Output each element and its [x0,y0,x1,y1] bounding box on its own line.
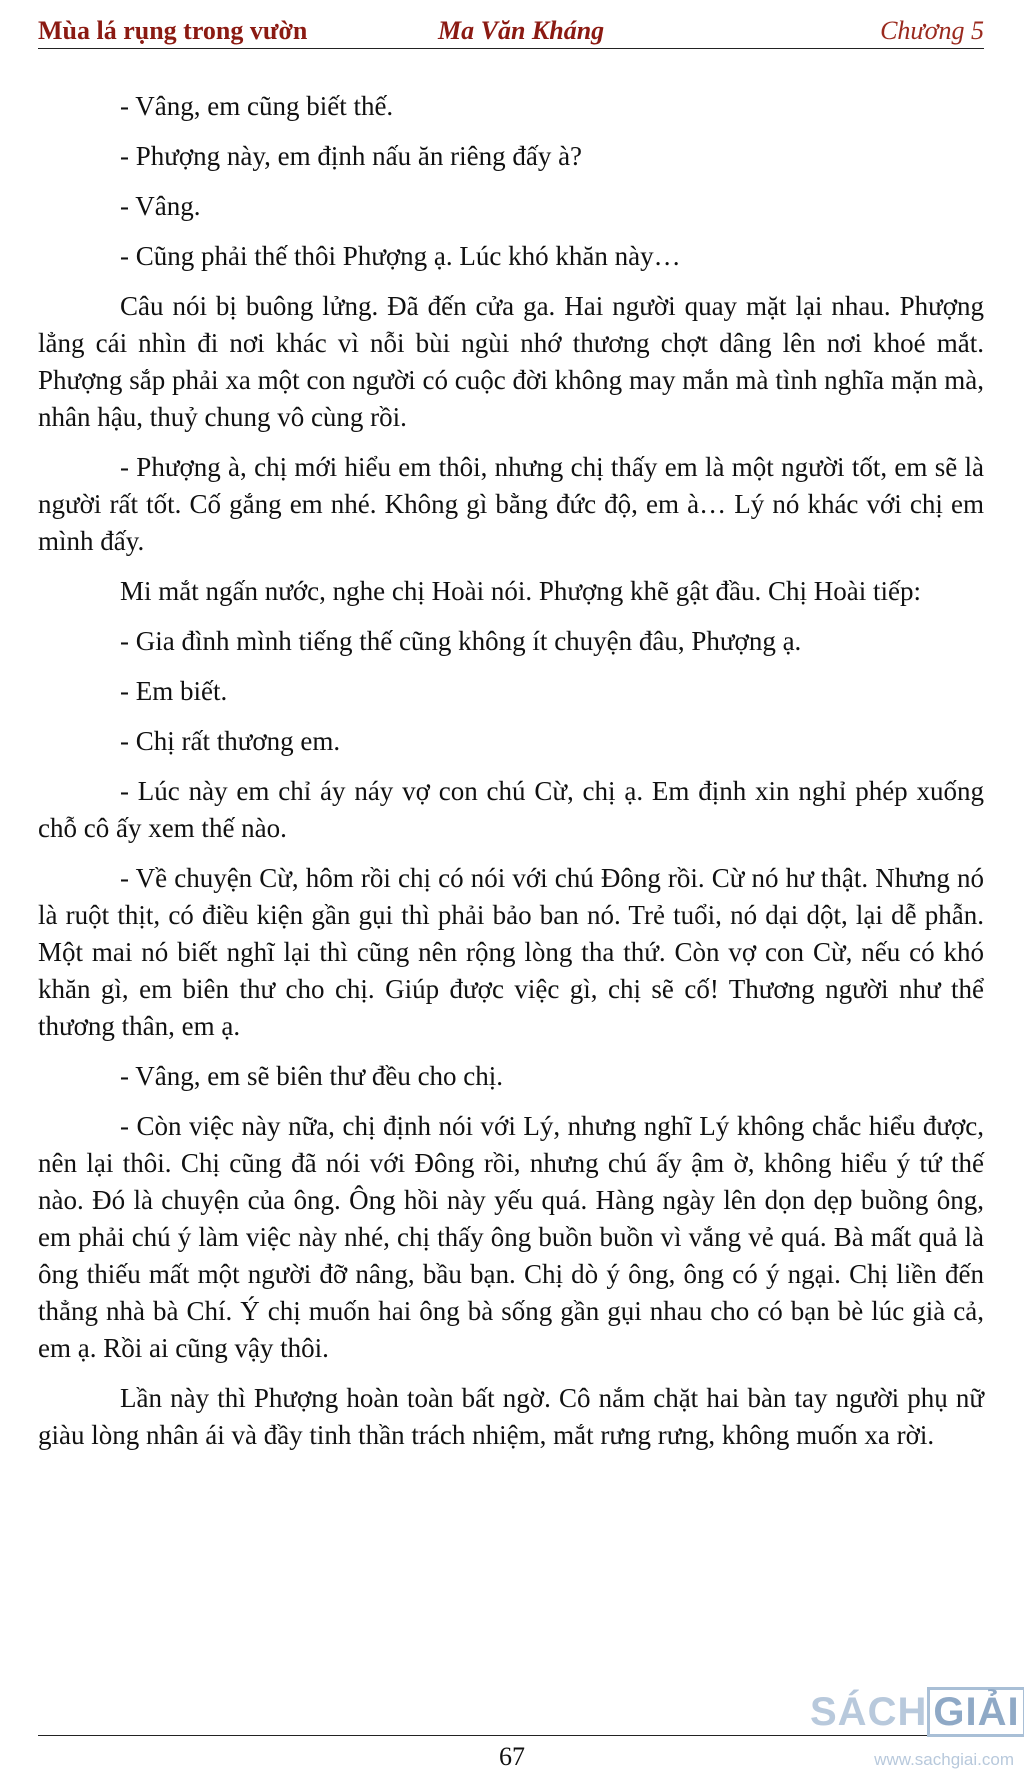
paragraph: - Cũng phải thế thôi Phượng ạ. Lúc khó khăn này… [120,241,681,271]
author-name: Ma Văn Kháng [438,16,605,45]
paragraph: - Em biết. [120,676,228,706]
chapter-label: Chương 5 [880,16,984,45]
paragraph: - Phượng à, chị mới hiểu em thôi, nhưng chị thấy em là một người tốt, em sẽ là người rất tốt. Cố gắng em nhé. Không gì bằng đức độ, em à… Lý nó khác với chị em mình đấy. [38,452,984,556]
paragraph: - Chị rất thương em. [120,726,341,756]
watermark-url: www.sachgiai.com [874,1750,1014,1769]
watermark-logo [810,1690,1020,1782]
paragraph: - Về chuyện Cừ, hôm rồi chị có nói với chú Đông rồi. Cừ nó hư thật. Nhưng nó là ruột thịt, có điều kiện gần gụi thì phải bảo ban nó. Trẻ tuổi, nó dại dột, lại dễ phẫn. Một mai nó biết nghĩ lại thì cũng nên rộng lòng tha thứ. Còn vợ con Cừ, nếu có khó khăn gì, em biên thư cho chị. Giúp được việc gì, chị sẽ cố! Thương người như thể thương thân, em ạ. [38,863,984,1041]
page-number: 67 [499,1742,525,1771]
paragraph: Câu nói bị buông lửng. Đã đến cửa ga. Hai người quay mặt lại nhau. Phượng lẳng cái nhìn đi nơi khác vì nỗi bùi ngùi nhớ thương chợt dâng lên nơi khoé mắt. Phượng sắp phải xa một con người có cuộc đời không may mắn mà tình nghĩa mặn mà, nhân hậu, thuỷ chung vô cùng rồi. [38,291,984,432]
paragraph: - Còn việc này nữa, chị định nói với Lý, nhưng nghĩ Lý không chắc hiểu được, nên lại thôi. Chị cũng đã nói với Đông rồi, nhưng chú ấy ậm ờ, không hiểu ý tứ thế nào. Đó là chuyện của ông. Ông hồi này yếu quá. Hàng ngày lên dọn dẹp buồng ông, em phải chú ý làm việc này nhé, chị thấy ông buồn buồn vì vắng vẻ quá. Bà mất quả là ông thiếu mất một người đỡ nâng, bầu bạn. Chị dò ý ông, ông có ý ngại. Chị liền đến thẳng nhà bà Chí. Ý chị muốn hai ông bà sống gần gụi nhau cho có bạn bè lúc già cả, em ạ. Rồi ai cũng vậy thôi. [38,1111,984,1363]
page-body [38,88,984,1467]
paragraph: - Phượng này, em định nấu ăn riêng đấy à? [120,141,583,171]
paragraph: Mi mắt ngấn nước, nghe chị Hoài nói. Phượng khẽ gật đầu. Chị Hoài tiếp: [120,576,921,606]
page-header [38,14,984,49]
paragraph: - Vâng, em sẽ biên thư đều cho chị. [120,1061,504,1091]
paragraph: - Lúc này em chỉ áy náy vợ con chú Cừ, chị ạ. Em định xin nghỉ phép xuống chỗ cô ấy xem thế nào. [38,776,984,843]
watermark-brand [810,1690,1024,1735]
paragraph: - Vâng, em cũng biết thế. [120,91,394,121]
watermark-brand-left: SÁCH [810,1690,928,1734]
paragraph: Lần này thì Phượng hoàn toàn bất ngờ. Cô nắm chặt hai bàn tay người phụ nữ giàu lòng nhân ái và đầy tinh thần trách nhiệm, mắt rưng rưng, không muốn xa rời. [38,1383,984,1450]
paragraph: - Vâng. [120,191,201,221]
paragraph: - Gia đình mình tiếng thế cũng không ít chuyện đâu, Phượng ạ. [120,626,802,656]
watermark-brand-right: GIẢI [927,1687,1024,1737]
book-title: Mùa lá rụng trong vườn [38,16,308,45]
